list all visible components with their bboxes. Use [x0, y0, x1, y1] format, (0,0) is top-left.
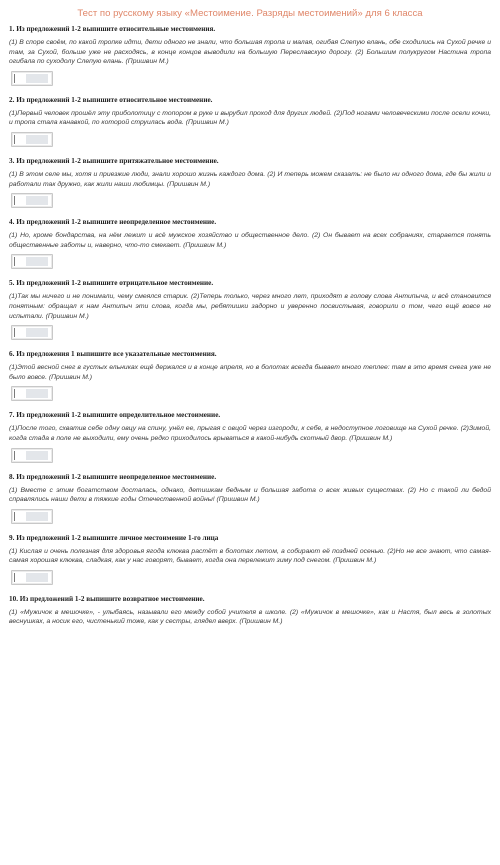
answer-input[interactable]: [11, 132, 53, 147]
question-8: [9, 472, 491, 524]
answer-input[interactable]: [11, 570, 53, 585]
question-text: (1) Кислая и очень полезная для здоровья ягода клюква растёт в болотах летом, а собирают её поздней осенью. (2)Но не все знают, что самая-самая хорошая клюква, сладкая, как у нас говорят, бывает, когда она перележит зиму под снегом. (Пришвин М.): [9, 547, 491, 565]
question-2: [9, 95, 491, 147]
question-6: [9, 349, 491, 401]
question-4: [9, 217, 491, 269]
question-text: (1)Первый человек прошёл эту приболотицу с топором в руке и вырубил проход для других людей. (2)Под ногами человеческими после осели кочки, и тропа стала канавкой, по которой струилась вода. (Пришвин М.): [9, 109, 491, 127]
answer-input[interactable]: [11, 325, 53, 340]
answer-input[interactable]: [11, 386, 53, 401]
question-heading: 8. Из предложений 1-2 выпишите неопределенное местоимение.: [9, 472, 217, 481]
question-text: (1) В этом селе мы, хотя и приезжие люди, знали хорошо жизнь каждого дома. (2) И теперь можем сказать: не было ни одного дома, где бы жили и работали так дружно, как жили наши любимцы. (Пришвин М.): [9, 170, 491, 188]
question-heading: 2. Из предложений 1-2 выпишите относительное местоимение.: [9, 95, 213, 104]
question-text: (1)После того, схватив себе одну овцу на спину, унёл ее, прыгая с овцой через изгороди, к себе, в недоступное логовище на Сухой речке. (2)Зимой, когда стада в поле не выходили, ему очень редко приходилось врываться в какой-нибудь скотный двор. (Пришвин М.): [9, 425, 491, 442]
question-text: (1) Но, кроме бондарства, на нём лежит и всё мужское хозяйство и общественное дело. (2) Он бывает на всех собраниях, старается понять общественные заботы и, наверно, что-то смекает. (Пришвин М.): [9, 232, 491, 249]
question-heading: 3. Из предложений 1-2 выпишите притяжательное местоимение.: [9, 156, 219, 165]
question-text: (1) «Мужичок в мешочке», - улыбаясь, называли его между собой учителя в школе. (2) «Мужичок в мешочке», как и Настя, был весь в золотых веснушках, а носик его, чистенький тоже, как у сестры, глядел вверх. (Пришвин М.): [9, 608, 491, 626]
page-title: Тест по русскому языку «Местоимение. Разряды местоимений» для 6 класса: [77, 8, 423, 19]
question-10: [9, 594, 491, 627]
question-heading: 1. Из предложений 1-2 выпишите относительные местоимения.: [9, 25, 216, 33]
question-5: [9, 278, 491, 340]
question-heading: 9. Из предложений 1-2 выпишите личное местоимение 1-го лица: [9, 533, 219, 542]
question-9: [9, 533, 491, 585]
answer-input[interactable]: [11, 254, 53, 269]
question-7: [9, 410, 491, 462]
question-text: (1)Этой весной снег в густых ельниках ещё держался и в конце апреля, но в болотах всегда бывает много теплее: там в это время снега уже не было вовсе. (Пришвин М.): [9, 364, 491, 381]
question-text: (1) Вместе с этим богатством досталась, однако, детишкам бедным и большая забота о всех живых существах. (2) Но с такой ли бедой справлялись наши дети в тяжкие годы Отечественной войны! (Пришвин М.): [9, 486, 491, 504]
question-text: (1) В споре своём, по какой тропке идти, дети одного не знали, что большая тропа и малая, огибая Слепую елань, обе сходились на Сухой речке и там, за Сухой, больше уже не расходясь, в конце концов выводили на большую Переславскую дорогу. (2) Большим полукругом Настина тропа огибала по суходолу Слепую елань. (Пришвин М.): [9, 39, 491, 66]
question-heading: 5. Из предложений 1-2 выпишите отрицательное местоимение.: [9, 279, 214, 288]
answer-input[interactable]: [11, 509, 53, 524]
answer-input[interactable]: [11, 448, 53, 463]
question-text: (1)Так мы ничего и не понимали, чему смеялся старик. (2)Теперь только, через много лет, приходят в голову слова Антипыча, и всё становится понятным: обращал к нам Антипыч эти слова, когда мы, ребятишки задорно и уверенно посвистывая, говорили о том, чего ещё вовсе не испытали. (Пришвин М.): [9, 293, 491, 320]
question-1: [9, 24, 491, 86]
answer-input[interactable]: [11, 193, 53, 208]
answer-input[interactable]: [11, 71, 53, 86]
question-heading: 4. Из предложений 1-2 выпишите неопределенное местоимение.: [9, 218, 217, 227]
question-3: [9, 156, 491, 208]
question-heading: 6. Из предложения 1 выпишите все указательные местоимения.: [9, 350, 217, 359]
question-heading: 7. Из предложений 1-2 выпишите определительное местоимение.: [9, 411, 221, 420]
question-heading: 10. Из предложений 1-2 выпишите возвратное местоимение.: [9, 594, 205, 603]
